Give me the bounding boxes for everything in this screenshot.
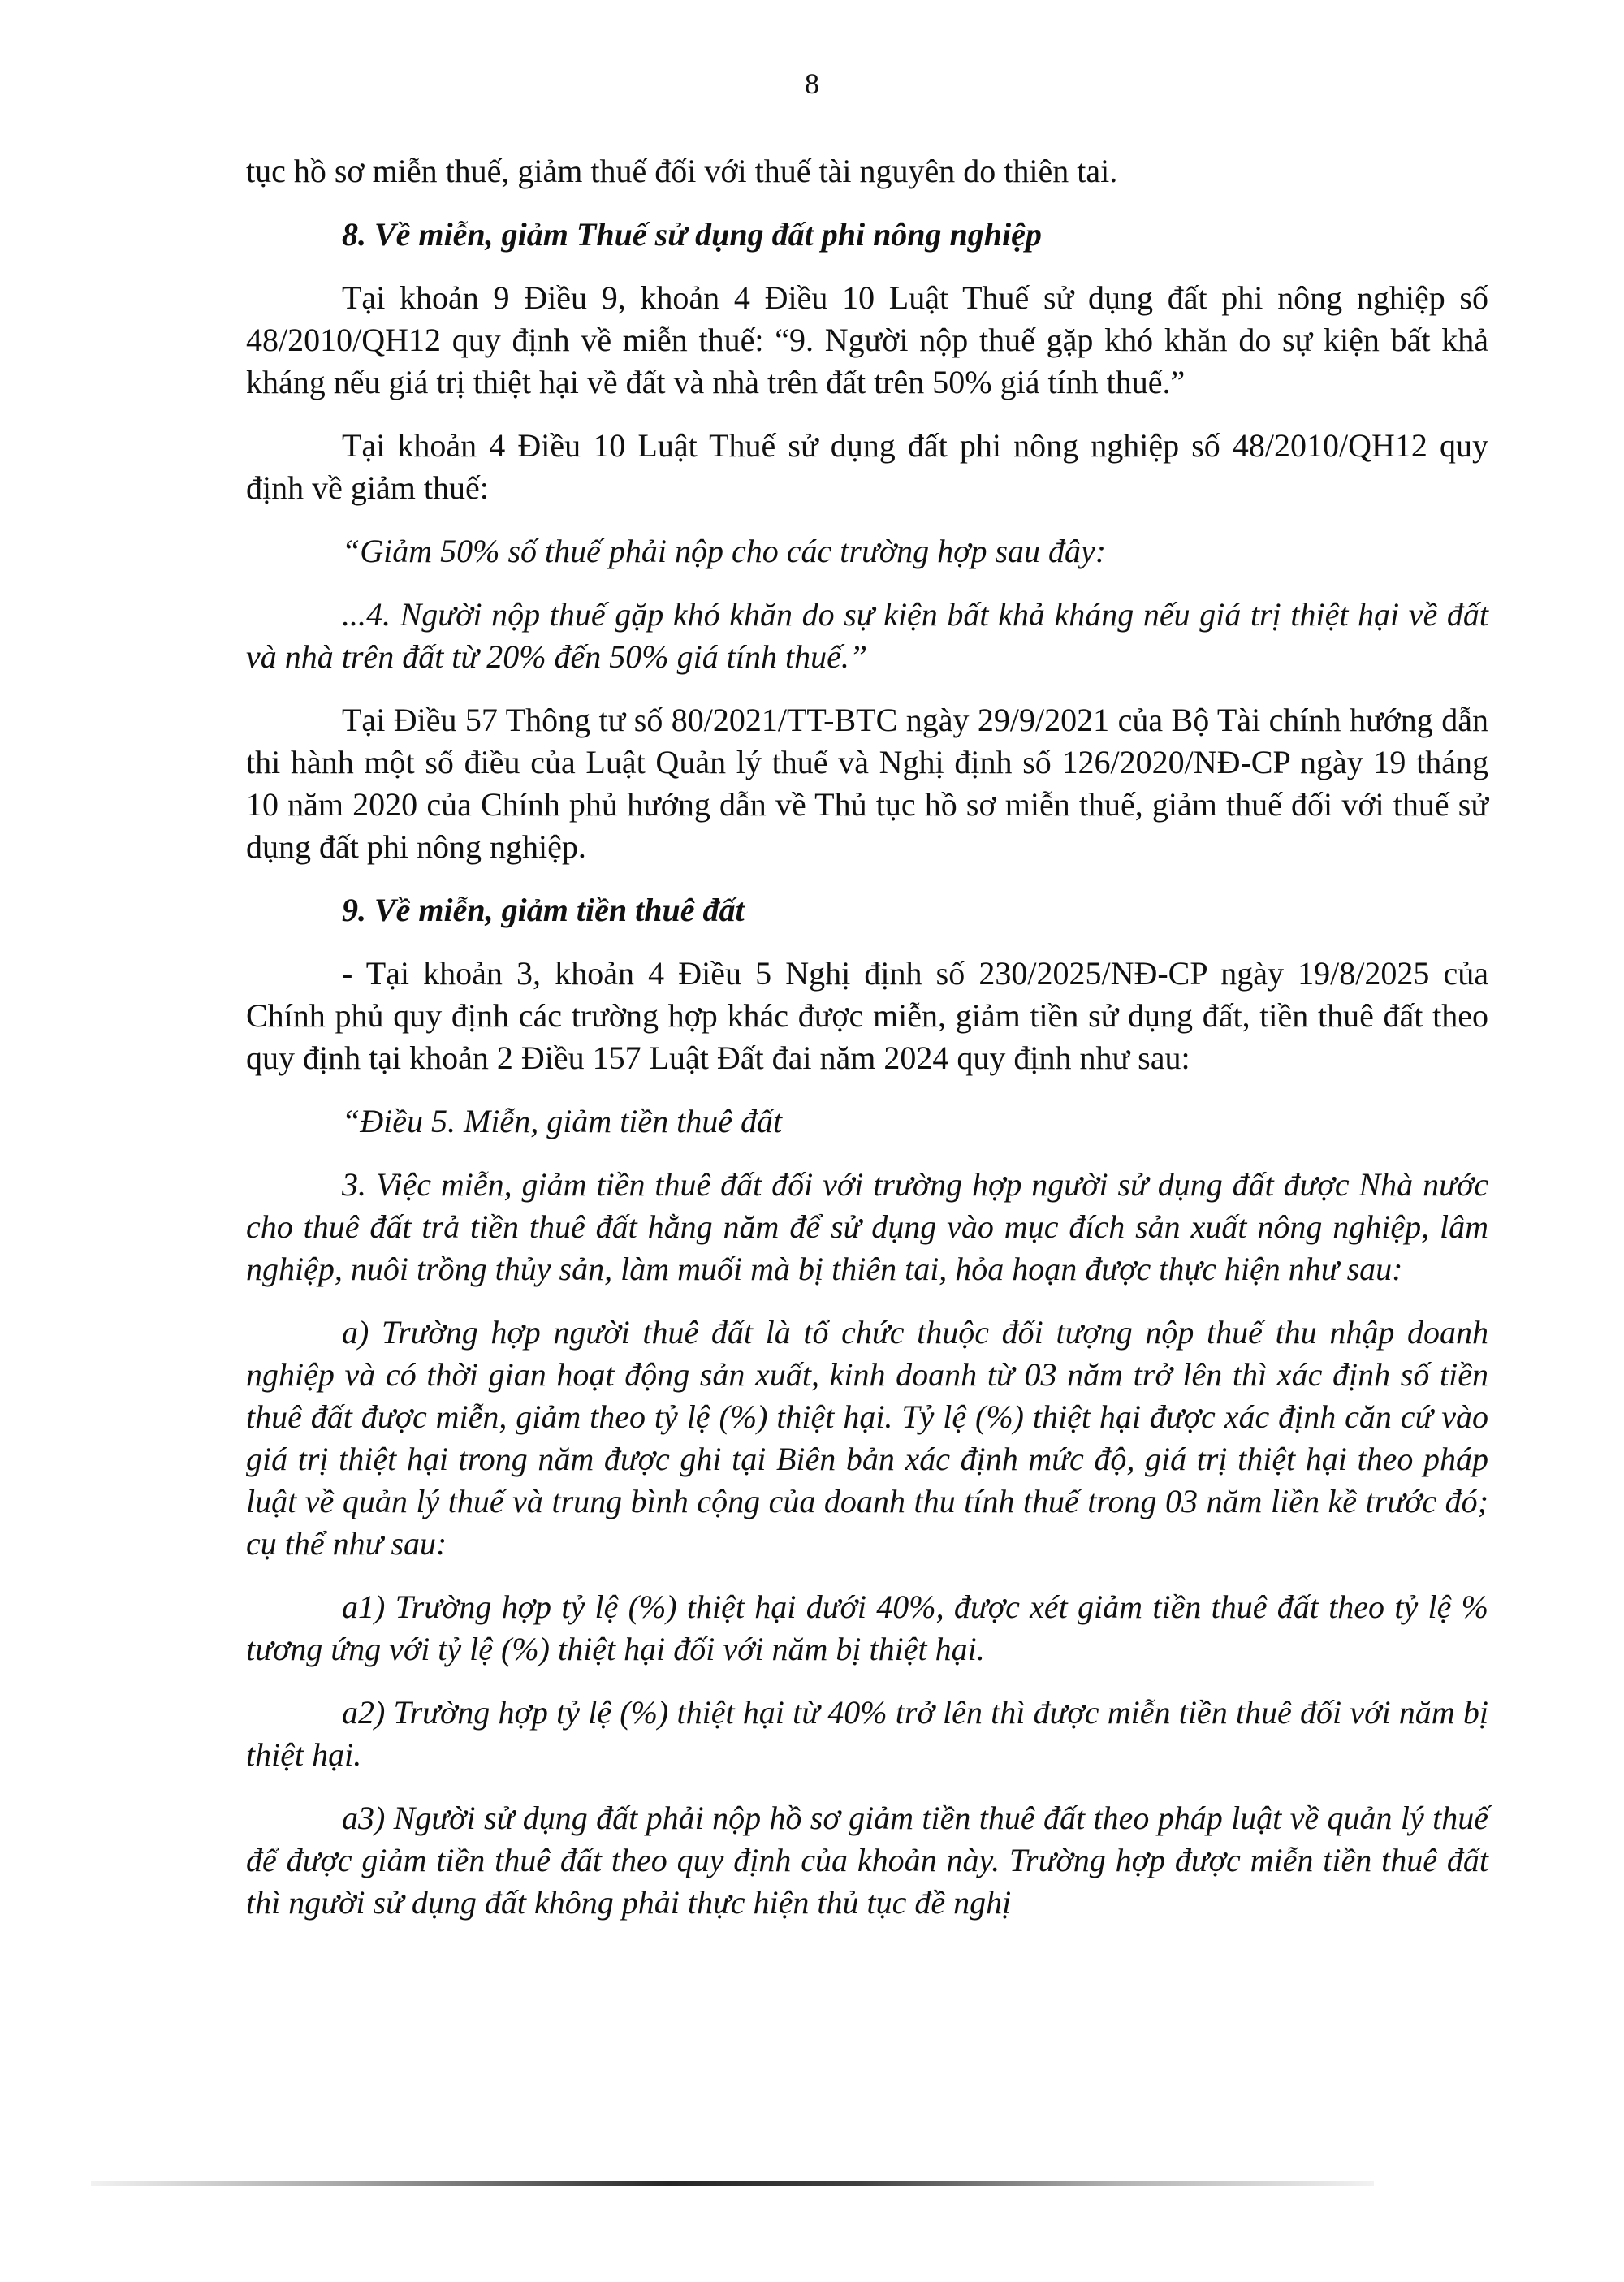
paragraph: - Tại khoản 3, khoản 4 Điều 5 Nghị định số 230/2025/NĐ-CP ngày 19/8/2025 của Chính phủ quy định các trường hợp khác được miễn, giảm tiền sử dụng đất, tiền thuê đất theo quy định tại khoản 2 Điều 157 Luật Đất đai năm 2024 quy định như sau:: [246, 955, 1488, 1076]
document-body: [246, 150, 1488, 1945]
scan-artifact-line: [91, 2181, 1374, 2186]
quote-paragraph: a) Trường hợp người thuê đất là tổ chức thuộc đối tượng nộp thuế thu nhập doanh nghiệp và có thời gian hoạt động sản xuất, kinh doanh từ 03 năm trở lên thì xác định số tiền thuê đất được miễn, giảm theo tỷ lệ (%) thiệt hại. Tỷ lệ (%) thiệt hại được xác định căn cứ vào giá trị thiệt hại trong năm được ghi tại Biên bản xác định mức độ, giá trị thiệt hại theo pháp luật về quản lý thuế và trung bình cộng của doanh thu tính thuế trong 03 năm liền kề trước đó; cụ thể như sau:: [246, 1314, 1488, 1562]
paragraph: Tại Điều 57 Thông tư số 80/2021/TT-BTC ngày 29/9/2021 của Bộ Tài chính hướng dẫn thi hành một số điều của Luật Quản lý thuế và Nghị định số 126/2020/NĐ-CP ngày 19 tháng 10 năm 2020 của Chính phủ hướng dẫn về Thủ tục hồ sơ miễn thuế, giảm thuế đối với thuế sử dụng đất phi nông nghiệp.: [246, 702, 1488, 865]
quote-paragraph: a3) Người sử dụng đất phải nộp hồ sơ giảm tiền thuê đất theo pháp luật về quản lý thuế để được giảm tiền thuê đất theo quy định của khoản này. Trường hợp được miễn tiền thuê đất thì người sử dụng đất không phải thực hiện thủ tục đề nghị: [246, 1800, 1488, 1921]
quote-paragraph: “Giảm 50% số thuế phải nộp cho các trường hợp sau đây:: [342, 533, 1107, 569]
section-heading-9: 9. Về miễn, giảm tiền thuê đất: [342, 892, 745, 928]
quote-paragraph: “Điều 5. Miễn, giảm tiền thuê đất: [342, 1103, 783, 1139]
section-heading-8: 8. Về miễn, giảm Thuế sử dụng đất phi nông nghiệp: [342, 216, 1042, 253]
paragraph: Tại khoản 9 Điều 9, khoản 4 Điều 10 Luật Thuế sử dụng đất phi nông nghiệp số 48/2010/QH12 quy định về miễn thuế: “9. Người nộp thuế gặp khó khăn do sự kiện bất khả kháng nếu giá trị thiệt hại về đất và nhà trên đất trên 50% giá tính thuế.”: [246, 279, 1488, 400]
quote-paragraph: a2) Trường hợp tỷ lệ (%) thiệt hại từ 40% trở lên thì được miễn tiền thuê đối với năm bị thiệt hại.: [246, 1694, 1488, 1773]
paragraph-continuation: tục hồ sơ miễn thuế, giảm thuế đối với thuế tài nguyên do thiên tai.: [246, 153, 1118, 189]
paragraph: Tại khoản 4 Điều 10 Luật Thuế sử dụng đất phi nông nghiệp số 48/2010/QH12 quy định về giảm thuế:: [246, 427, 1488, 506]
page-number: 8: [805, 67, 819, 100]
quote-paragraph: ...4. Người nộp thuế gặp khó khăn do sự kiện bất khả kháng nếu giá trị thiệt hại về đất và nhà trên đất từ 20% đến 50% giá tính thuế.”: [246, 596, 1488, 675]
quote-paragraph: a1) Trường hợp tỷ lệ (%) thiệt hại dưới 40%, được xét giảm tiền thuê đất theo tỷ lệ % tương ứng với tỷ lệ (%) thiệt hại đối với năm bị thiệt hại.: [246, 1588, 1488, 1667]
quote-paragraph: 3. Việc miễn, giảm tiền thuê đất đối với trường hợp người sử dụng đất được Nhà nước cho thuê đất trả tiền thuê đất hằng năm để sử dụng vào mục đích sản xuất nông nghiệp, lâm nghiệp, nuôi trồng thủy sản, làm muối mà bị thiên tai, hỏa hoạn được thực hiện như sau:: [246, 1166, 1488, 1287]
